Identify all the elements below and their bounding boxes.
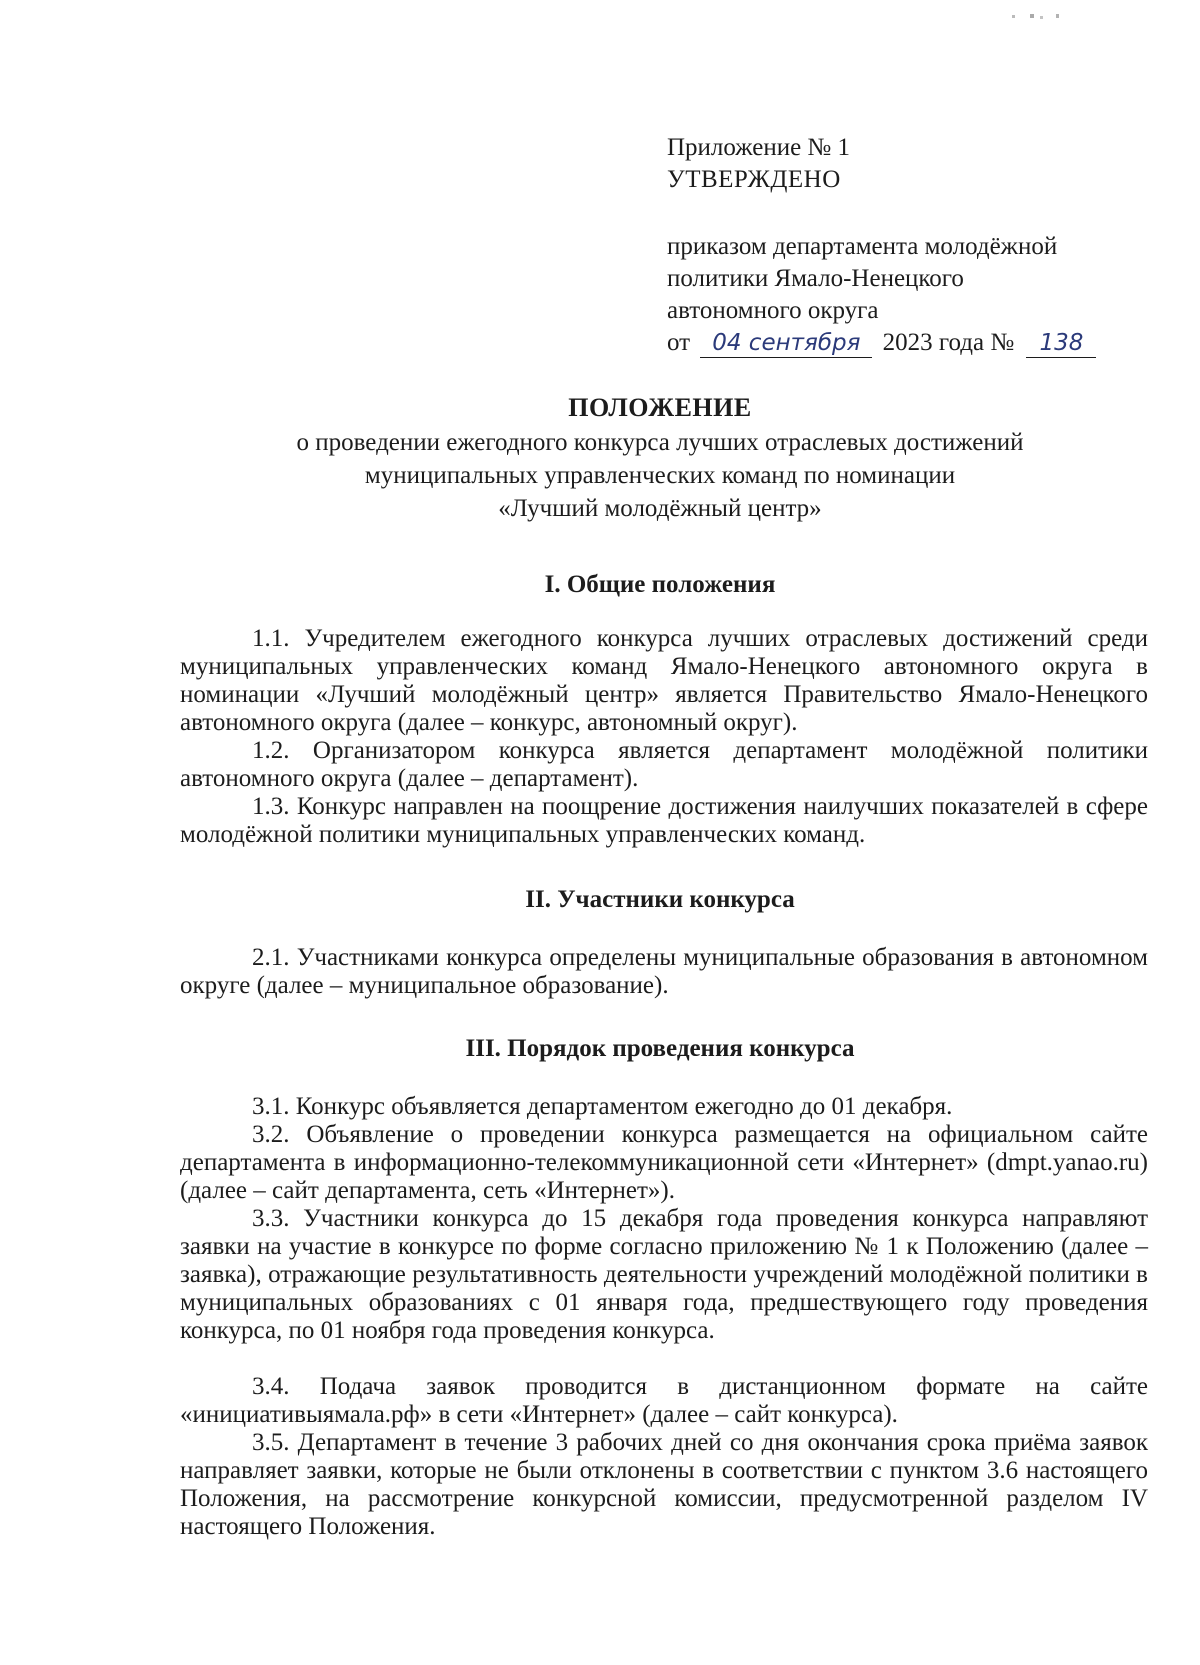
- document-subtitle: [180, 426, 1140, 525]
- paragraph-1-3: 1.3. Конкурс направлен на поощрение достижения наилучших показателей в сфере молодёжной политики муниципальных управленческих команд.: [180, 793, 1148, 848]
- date-prefix: от: [667, 329, 691, 356]
- order-line-2: политики Ямало-Ненецкого: [667, 265, 964, 292]
- paragraph-3-4: 3.4. Подача заявок проводится в дистанционном формате на сайте «инициативыямала.рф» в сети «Интернет» (далее – сайт конкурса).: [180, 1373, 1148, 1428]
- approved-label: УТВЕРЖДЕНО: [667, 166, 841, 193]
- paragraph-3-3: 3.3. Участники конкурса до 15 декабря года проведения конкурса направляют заявки на участие в конкурсе по форме согласно приложению № 1 к Положению (далее – заявка), отражающие результативность деятельности учреждений молодёжной политики в муниципальных образованиях с 01 января года, предшествующего году проведения конкурса, по 01 ноября года проведения конкурса.: [180, 1205, 1148, 1344]
- year-text: 2023 года №: [882, 329, 1015, 356]
- paragraph-3-5: 3.5. Департамент в течение 3 рабочих дней со дня окончания срока приёма заявок направляет заявки, которые не были отклонены в соответствии с пунктом 3.6 настоящего Положения, на рассмотрение конкурсной комиссии, предусмотренной разделом IV настоящего Положения.: [180, 1429, 1148, 1540]
- section-heading-procedure: III. Порядок проведения конкурса: [465, 1035, 855, 1062]
- handwritten-date: 04 сентября: [700, 329, 872, 358]
- paragraph-1-2: 1.2. Организатором конкурса является департамент молодёжной политики автономного округа (далее – департамент).: [180, 737, 1148, 792]
- handwritten-order-number: 138: [1026, 329, 1096, 358]
- document-title: ПОЛОЖЕНИЕ: [568, 393, 752, 422]
- subtitle-line-2: муниципальных управленческих команд по номинации: [364, 462, 956, 489]
- subtitle-line-1: о проведении ежегодного конкурса лучших отраслевых достижений: [296, 429, 1024, 456]
- scan-artifact-mark: [1010, 12, 1070, 22]
- section-heading-participants: II. Участники конкурса: [525, 886, 795, 913]
- subtitle-line-3: «Лучший молодёжный центр»: [498, 495, 822, 522]
- order-line-3: автономного округа: [667, 297, 879, 324]
- appendix-label: Приложение № 1: [667, 134, 851, 161]
- approval-stamp-block: [667, 132, 1137, 359]
- paragraph-3-2: 3.2. Объявление о проведении конкурса размещается на официальном сайте департамента в информационно-телекоммуникационной сети «Интернет» (dmpt.yanao.ru) (далее – сайт департамента, сеть «Интернет»).: [180, 1121, 1148, 1204]
- paragraph-3-1: 3.1. Конкурс объявляется департаментом ежегодно до 01 декабря.: [252, 1093, 953, 1120]
- paragraph-2-1: 2.1. Участниками конкурса определены муниципальные образования в автономном округе (далее – муниципальное образование).: [180, 944, 1148, 999]
- section-heading-general: I. Общие положения: [544, 571, 776, 598]
- order-date-line: [667, 327, 1137, 359]
- order-line-1: приказом департамента молодёжной: [667, 233, 1058, 260]
- paragraph-1-1: 1.1. Учредителем ежегодного конкурса лучших отраслевых достижений среди муниципальных управленческих команд Ямало-Ненецкого автономного округа в номинации «Лучший молодёжный центр» является Правительство Ямало-Ненецкого автономного округа (далее – конкурс, автономный округ).: [180, 625, 1148, 736]
